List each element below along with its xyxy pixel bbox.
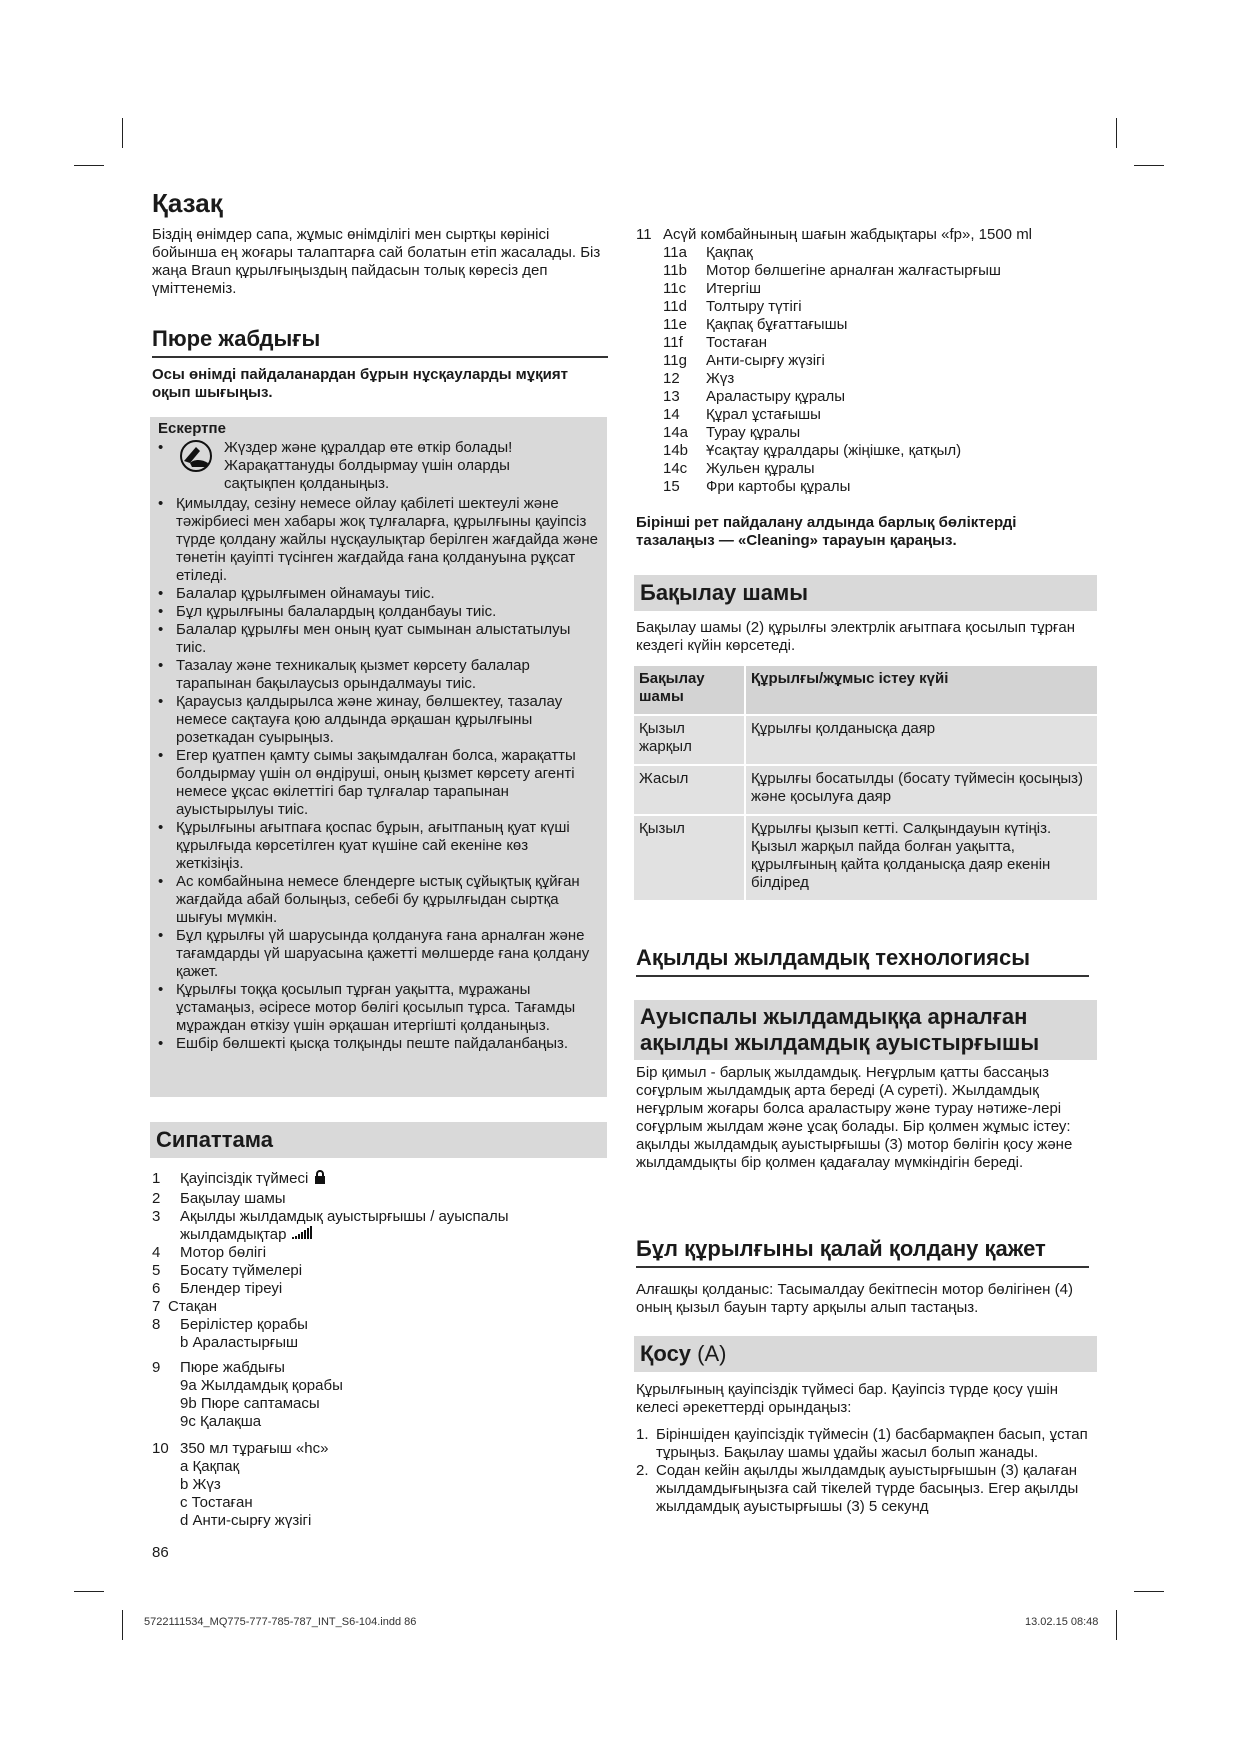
list-item: 11a Қақпақ [663,244,753,261]
footer-date: 13.02.15 08:48 [1025,1616,1099,1628]
padlock-icon [314,1170,326,1190]
warning-item: • Ас комбайнына немесе блендерге ыстық сұйықтық құйған жағдайда абай болыңыз, себебі бу құрылғыдан сыртқа шығуы мүмкін. [158,873,580,926]
table-header-cell: Бақылау шамы [634,666,746,716]
table-row [634,816,1097,902]
list-item: b Жүз [180,1476,221,1493]
signal-bars-icon [292,1226,312,1239]
list-item: b Араластырғыш [180,1334,299,1351]
warning-item: • Құрылғы тоққа қосылып тұрған уақытта, мұражаны ұстамаңыз, әсіресе мотор бөлігі қосылып тұрса. Тағамды мұраждан өткізу үшін әрқашан итергішті қолданыңыз. [158,981,576,1034]
table-cell: Жасыл [634,766,746,816]
list-item: 14b Ұсақтау құралдары (жіңішке, қатқыл) [663,442,962,459]
list-item: 7 Стақан [152,1298,218,1315]
list-item: 12 Жүз [663,370,735,387]
list-item: 10 350 мл тұрағыш «hc» [152,1440,329,1457]
list-item: 14c Жульен құралы [663,460,815,477]
list-item: 1. Біріншіден қауіпсіздік түймесін (1) басбармақпен басып, ұстап тұрыңыз. Бақылау шамы ұдайы жасыл болып жанады. [636,1426,1088,1461]
parts-list-right [636,226,1096,496]
table-cell: Құрылғы қолданысқа даяр [746,716,1097,766]
table-cell: Қызыл жарқыл [634,716,746,766]
switch-on-intro: Құрылғының қауіпсіздік түймесі бар. Қауіпсіз түрде қосу үшін келесі әрекеттерді орындаңыз: [636,1381,1059,1416]
table-row [634,716,1097,766]
warning-item: • Қимылдау, сезіну немесе ойлау қабілеті шектеулі және тәжірбиесі мен хабары жоқ тұлғаларға, құрылғыны қауіпсіз түрде қолдану жайлы нұсқаулықтар берілген жағдайда және төнетін қауіпті түсінген жағдайда ғана қолдануына рұқсат етіледі. [158,495,599,584]
footer-file: 5722111534_MQ775-777-785-787_INT_S6-104.indd 86 [144,1616,417,1628]
warning-title: Ескертпе [158,420,226,437]
table-cell: Қызыл [634,816,746,902]
warning-item: • Балалар құрылғы мен оның қуат сымынан алыстатылуы тиіс. [158,621,571,656]
list-item: 13 Араластыру құралы [663,388,846,405]
list-item: 11c Итергіш [663,280,762,297]
list-item: 11e Қақпақ бұғаттағышы [663,316,848,333]
list-item: 4 Мотор бөлігі [152,1244,267,1261]
list-item: 11 Асүй комбайнының шағын жабдықтары «fp», 1500 ml [636,226,1033,243]
hand-blade-warning-icon [176,439,224,493]
crop-mark [1134,1591,1164,1592]
hand-blade-warning-icon [176,439,216,473]
list-item: 8 Берілістер қорабы [152,1316,308,1333]
warning-item: • Бұл құрылғыны балалардың қолданбауы тиіс. [158,603,497,620]
list-item: 11f Тостаған [663,334,767,351]
list-item: 1 Қауіпсіздік түймесі [152,1170,572,1190]
crop-mark [1134,165,1164,166]
warning-item: • Жүздер және құралдар өте өткір болады! Жарақаттануды болдырмау үшін оларды сақтықпен қолданыңыз. [158,439,513,492]
warning-item: • Егер қуатпен қамту сымы зақымдалған болса, жарақатты болдырмау үшін ол өндіруші, оның қызмет көрсету агенті немесе ұқсас өкілеттігі бар тұлғалар тарапынан ауыстырылуы тиіс. [158,747,576,818]
warning-item: • Бұл құрылғы үй шарусында қолдануға ғана арналған және тағамдарды үй шаруасына қажетті мөлшерде ғана қолдану қажет. [158,927,590,980]
crop-mark [1116,118,1117,148]
list-item: 2. Содан кейін ақылды жылдамдық ауыстырғышын (3) қалаған жылдамдығыңызға сай тікелей түрде басыңыз. Егер ақылды жылдамдық ауыстырғышы (3) 5 секунд [636,1462,1079,1515]
switch-on-heading: Қосу (A) [634,1336,1097,1372]
list-item: 11b Мотор бөлшегіне арналған жалғастырғыш [663,262,1001,279]
table-header-cell: Құрылғы/жұмыс істеу күйі [746,666,1097,716]
list-item: 3 Ақылды жылдамдық ауыстырғышы / ауыспалы [152,1208,509,1225]
table-header-row [634,666,1097,716]
crop-mark [122,1610,123,1640]
crop-mark [1116,1610,1117,1640]
smart-speed-subheading: Ауыспалы жылдамдыққа арналған ақылды жылдамдық ауыстырғышы [634,1000,1097,1060]
cleaning-note: Бірінші рет пайдалану алдында барлық бөліктерді тазалаңыз — «Cleaning» тарауын қараңыз. [636,514,1017,549]
list-item: 15 Фри картобы құралы [663,478,851,495]
description-heading: Сипаттама [150,1122,607,1158]
signal-bars-icon [292,1226,312,1244]
warning-item: • Тазалау және техникалық қызмет көрсету балалар тарапынан бақылаусыз орындалмауы тиіс. [158,657,530,692]
control-lamp-table [634,666,1097,902]
table-cell: Құрылғы қызып кетті. Салқындауын күтіңіз. Қызыл жарқыл пайда болған уақытта, құрылғының қайта қолданысқа даяр екенін білдіред [746,816,1097,902]
control-lamp-heading: Бақылау шамы [634,575,1097,611]
table-cell: Құрылғы босатылды (босату түймесін қосыңыз) және қосылуға даяр [746,766,1097,816]
list-item: жылдамдықтар [152,1226,572,1244]
warning-item: • Ешбір бөлшекті қысқа толқынды пеште пайдаланбаңыз. [158,1035,569,1052]
read-instructions-note: Осы өнімді пайдаланардан бұрын нұсқауларды мұқият оқып шығыңыз. [152,366,568,401]
list-item: 5 Босату түймелері [152,1262,303,1279]
control-lamp-text: Бақылау шамы (2) құрылғы электрлік ағытпаға қосылып тұрған кездегі күйін көрсетеді. [636,619,1076,654]
switch-on-steps [636,1426,1091,1516]
warning-item: • Балалар құрылғымен ойнамауы тиіс. [158,585,435,602]
crop-mark [122,118,123,148]
smart-speed-heading: Ақылды жылдамдық технологиясы [636,945,1089,977]
warning-item: • Құрылғыны ағытпаға қоспас бұрын, ағытпаның қуат күші құрылғыда көрсетілген қуат күшіне сай екеніне көз жеткізіңіз. [158,819,570,872]
list-item: 9 Пюре жабдығы [152,1359,285,1376]
list-item: 14a Турау құралы [663,424,801,441]
warning-box [150,417,607,1097]
padlock-icon [314,1170,326,1185]
list-item: a Қақпақ [180,1458,240,1475]
list-item: 14 Құрал ұстағышы [663,406,821,423]
list-item: 6 Блендер тіреуі [152,1280,283,1297]
howto-heading: Бұл құрылғыны қалай қолдану қажет [636,1236,1089,1268]
puree-heading: Пюре жабдығы [152,326,608,358]
page-number: 86 [152,1544,169,1561]
crop-mark [74,1591,104,1592]
list-item: 11g Анти-сырғу жүзігі [663,352,825,369]
crop-mark [74,165,104,166]
warning-item: • Қараусыз қалдырылса және жинау, бөлшектеу, тазалау немесе сақтауға қою алдында әрқашан құрылғыны розеткадан суырыңыз. [158,693,563,746]
page-title: Қазақ [152,188,223,218]
list-item: d Анти-сырғу жүзігі [180,1512,312,1529]
parts-list-left [152,1170,572,1530]
list-item: c Тостаған [180,1494,253,1511]
howto-text: Алғашқы қолданыс: Тасымалдау бекітпесін мотор бөлігінен (4) оның қызыл бауын тарту арқылы алып тастаңыз. [636,1281,1073,1316]
list-item: 9b Пюре саптамасы [180,1395,320,1412]
list-item: 2 Бақылау шамы [152,1190,286,1207]
list-item: 9c Қалақша [180,1413,262,1430]
list-item: 11d Толтыру түтігі [663,298,802,315]
intro-paragraph: Біздің өнімдер сапа, жұмыс өнімділігі мен сыртқы көрінісі бойынша ең жоғары талаптарға сай болатын етіп жасалады. Біз жаңа Braun құрылғыңыздың пайдасын толық көресіз деп үміттенеміз. [152,226,601,297]
smart-speed-text: Бір қимыл - барлық жылдамдық. Неғұрлым қатты бассаңыз соғұрлым жылдамдық арта береді (A суреті). Жылдамдық неғұрлым жоғары болса араластыру және турау нәтиже-лері соғұрлым жылдам және ұсақ болады. Бір қолмен жұмыс істеу: ақылды жылдамдық ауыстырғышы (3) мотор бөлігін қосу және жылдамдықты бір қолмен қадағалау мүмкіндігін береді. [636,1064,1073,1171]
list-item: 9a Жылдамдық қорабы [180,1377,343,1394]
table-row [634,766,1097,816]
